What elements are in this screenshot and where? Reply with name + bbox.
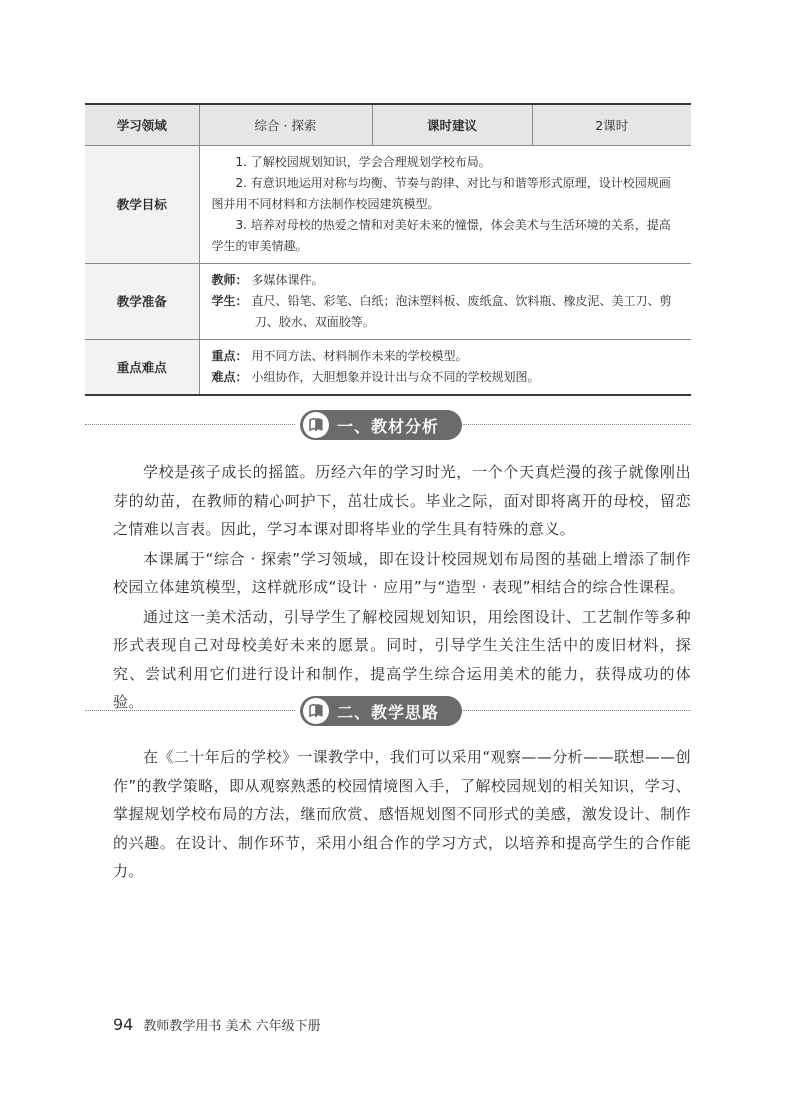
book-title: 教师教学用书 美术 六年级下册 xyxy=(143,1019,321,1034)
section-pill xyxy=(300,696,462,726)
goals-label: 教学目标 xyxy=(85,145,199,263)
key-point-text: 用不同方法、材料制作未来的学校模型。 xyxy=(251,348,468,363)
keys-row xyxy=(85,339,691,395)
hours-value: 2课时 xyxy=(532,104,691,145)
page-number: 94 xyxy=(113,1015,134,1034)
paragraph: 在《二十年后的学校》一课教学中，我们可以采用“观察——分析——联想——创作”的教学策略，即从观察熟悉的校园情境图入手，了解校园规划的相关知识，学习、掌握规划学校布局的方法，继而欣赏、感悟规划图不同形式的美感，激发设计、制作的兴趣。在设计、制作环节，采用小组合作的学习方式，以培养和提高学生的合作能力。 xyxy=(113,748,691,880)
goal-item: 3. 培养对母校的热爱之情和对美好未来的憧憬，体会美术与生活环境的关系，提高学生的审美情趣。 xyxy=(211,217,671,253)
section-title: 一、教材分析 xyxy=(337,416,440,436)
paragraph: 学校是孩子成长的摇篮。历经六年的学习时光，一个个天真烂漫的孩子就像刚出芽的幼苗，在教师的精心呵护下，茁壮成长。毕业之际，面对即将离开的母校，留恋之情难以言表。因此，学习本课对即将毕业的学生具有特殊的意义。 xyxy=(113,463,691,538)
keys-label: 重点难点 xyxy=(85,339,199,395)
keys-content xyxy=(199,339,691,395)
hard-tag: 难点： xyxy=(211,369,248,384)
table-header-row xyxy=(85,104,691,145)
teacher-prep-text: 多媒体课件。 xyxy=(251,272,324,287)
lesson-plan-table xyxy=(85,103,691,396)
section-pill xyxy=(300,410,462,440)
student-prep xyxy=(212,291,682,333)
divider xyxy=(463,424,691,425)
teacher-tag: 教师： xyxy=(211,272,248,287)
divider xyxy=(463,710,691,711)
paragraph: 本课属于“综合 · 探索”学习领域，即在设计校园规划布局图的基础上增添了制作校园立体建筑模型，这样就形成“设计 · 应用”与“造型 · 表现”相结合的综合性课程。 xyxy=(113,549,691,596)
difficult-point-text: 小组协作，大胆想象并设计出与众不同的学校规划图。 xyxy=(251,369,540,384)
goal-item: 1. 了解校园规划知识，学会合理规划学校布局。 xyxy=(235,154,491,169)
goals-content xyxy=(199,145,691,263)
prep-label: 教学准备 xyxy=(85,263,199,339)
approach-text xyxy=(113,743,691,887)
student-prep-text: 直尺、铅笔、彩笔、白纸；泡沫塑料板、废纸盒、饮料瓶、橡皮泥、美工刀、剪刀、胶水、双面胶等。 xyxy=(251,293,672,329)
paragraph: 通过这一美术活动，引导学生了解校园规划知识，用绘图设计、工艺制作等多种形式表现自己对母校美好未来的愿景。同时，引导学生关注生活中的废旧材料，探究、尝试利用它们进行设计和制作，提高学生综合运用美术的能力，获得成功的体验。 xyxy=(113,607,691,711)
book-icon xyxy=(303,698,329,724)
section-title: 二、教学思路 xyxy=(337,702,440,722)
section-heading-approach xyxy=(85,696,691,726)
hours-label: 课时建议 xyxy=(372,104,532,145)
goals-row xyxy=(85,145,691,263)
analysis-text xyxy=(113,458,691,718)
domain-value: 综合 · 探索 xyxy=(199,104,372,145)
difficult-point xyxy=(212,367,682,388)
page-footer xyxy=(113,1015,321,1034)
teacher-prep xyxy=(212,270,682,291)
key-tag: 重点： xyxy=(211,348,248,363)
divider xyxy=(85,710,295,711)
student-tag: 学生： xyxy=(211,293,248,308)
prep-content xyxy=(199,263,691,339)
key-point xyxy=(212,346,682,367)
book-icon xyxy=(303,412,329,438)
section-heading-analysis xyxy=(85,410,691,440)
prep-row xyxy=(85,263,691,339)
domain-label: 学习领域 xyxy=(85,104,199,145)
divider xyxy=(85,424,295,425)
goal-item: 2. 有意识地运用对称与均衡、节奏与韵律、对比与和谐等形式原理，设计校园规画图并用不同材料和方法制作校园建筑模型。 xyxy=(211,175,671,211)
